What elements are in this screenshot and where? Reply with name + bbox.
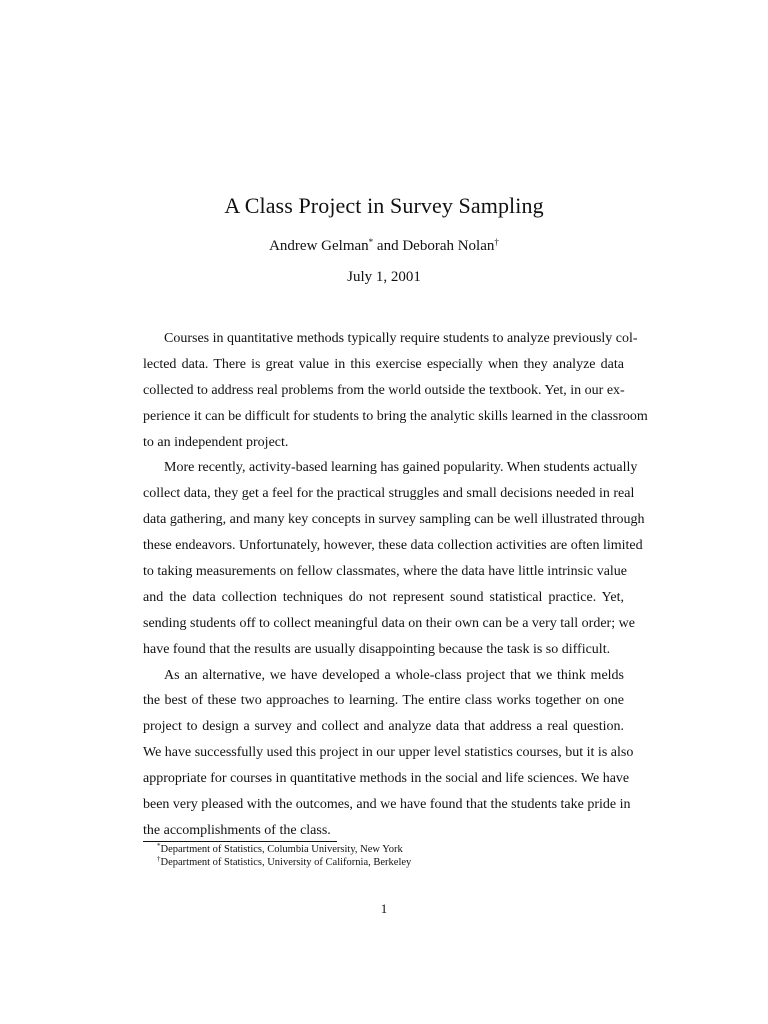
author-nolan-footnote-mark: †: [494, 237, 499, 247]
footnote-mark: *: [157, 842, 161, 850]
body-text: [143, 326, 648, 844]
body-line: collect data, they get a feel for the practical struggles and small decisions needed in real: [143, 486, 635, 502]
body-line: and the data collection techniques do not represent sound statistical practice. Yet,: [143, 589, 624, 605]
author-line: [0, 238, 768, 255]
body-line: data gathering, and many key concepts in survey sampling can be well illustrated through: [143, 512, 645, 528]
footnotes: [157, 843, 411, 869]
author-nolan: Deborah Nolan: [402, 238, 495, 254]
body-line: lected data. There is great value in this exercise especially when they analyze data: [143, 356, 624, 372]
paper-title: A Class Project in Survey Sampling: [224, 193, 544, 218]
author-gelman-footnote-mark: *: [368, 237, 374, 247]
body-line: to an independent project.: [143, 434, 289, 450]
footnote-nolan: [157, 856, 411, 869]
body-line: We have successfully used this project in our upper level statistics courses, but it is also: [143, 745, 634, 761]
body-line: to taking measurements on fellow classmates, where the data have little intrinsic value: [143, 564, 628, 580]
body-line: these endeavors. Unfortunately, however, these data collection activities are often limited: [143, 538, 643, 554]
body-line: appropriate for courses in quantitative methods in the social and life sciences. We have: [143, 771, 630, 787]
paragraph-3: [143, 663, 634, 844]
footnote-text: Department of Statistics, University of California, Berkeley: [160, 857, 412, 868]
footnote-mark: †: [157, 855, 161, 863]
body-line: More recently, activity-based learning has gained popularity. When students actually: [164, 460, 638, 476]
footnote-text: Department of Statistics, Columbia University, New York: [160, 844, 403, 855]
body-line: been very pleased with the outcomes, and we have found that the students take pride in: [143, 797, 631, 813]
body-line: have found that the results are usually disappointing because the task is so difficult.: [143, 641, 611, 657]
paragraph-2: [143, 455, 645, 662]
paragraph-1: [143, 326, 648, 455]
paper-date: July 1, 2001: [347, 269, 421, 285]
footnote-rule: [143, 841, 337, 842]
body-line: Courses in quantitative methods typically require students to analyze previously col-: [164, 331, 638, 346]
author-gelman: Andrew Gelman: [269, 238, 369, 254]
body-line: the best of these two approaches to learning. The entire class works together on one: [143, 693, 624, 709]
author-connector: and: [373, 238, 403, 254]
footnote-gelman: [157, 843, 411, 856]
body-line: the accomplishments of the class.: [143, 822, 331, 838]
body-line: project to design a survey and collect and analyze data that address a real question.: [143, 719, 624, 735]
body-line: As an alternative, we have developed a whole-class project that we think melds: [164, 667, 624, 683]
body-line: sending students off to collect meaningful data on their own can be a very tall order; we: [143, 615, 635, 631]
body-line: perience it can be difficult for students to bring the analytic skills learned in the classroom: [143, 408, 648, 424]
page-number: 1: [380, 901, 388, 916]
body-line: collected to address real problems from the world outside the textbook. Yet, in our ex-: [143, 382, 625, 398]
